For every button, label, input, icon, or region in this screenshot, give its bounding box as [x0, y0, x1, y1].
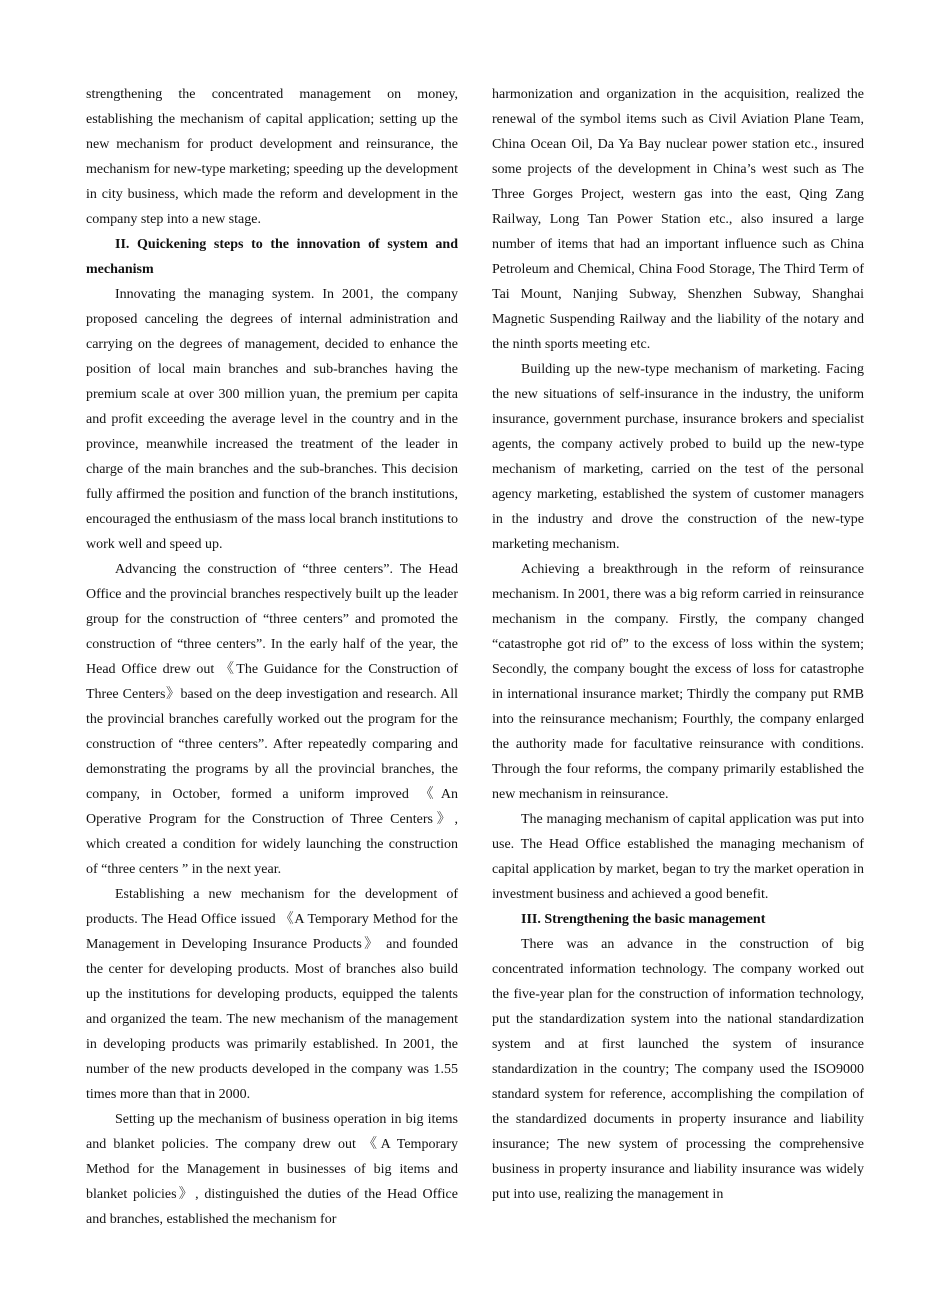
paragraph-continued-acquisition: harmonization and organization in the acquisition, realized the renewal of the symbol items such as Civil Aviation Plane Team, China Ocean Oil, Da Ya Bay nuclear power station etc., insured some projects of the development in China’s west such as The Three Gorges Project, western gas into the east, Qing Zang Railway, Long Tan Power Station etc., also insured a large number of items that had an important influence such as China Petroleum and Chemical, China Food Storage, The Third Term of Tai Mount, Nanjing Subway, Shenzhen Subway, Shanghai Magnetic Suspending Railway and the liability of the notary and the ninth sports meeting etc.	[492, 87, 864, 352]
paragraph-capital-application: The managing mechanism of capital application was put into use. The Head Office established the managing mechanism of capital application by market, began to try the market operation in investment business and achieved a good benefit.	[492, 812, 864, 902]
paragraph-information-technology: There was an advance in the construction of big concentrated information technology. The company worked out the five-year plan for the construction of information technology, put the standardization system into the national standardization system and at first launched the system of insurance standardization in the country; The company used the ISO9000 standard system for reference, accomplishing the compilation of the standardized documents in property insurance and liability insurance; The new system of processing the comprehensive business in property insurance and liability insurance was widely put into use, realizing the management in	[492, 937, 864, 1202]
paragraph-continued: strengthening the concentrated management on money, establishing the mechanism of capital application; setting up the new mechanism for product development and reinsurance, the mechanism for new-type marketing; speeding up the development in city business, which made the reform and development in the company step into a new stage.	[86, 87, 458, 227]
paragraph-three-centers: Advancing the construction of “three centers”. The Head Office and the provincial branches respectively built up the leader group for the construction of “three centers” and promoted the construction of “three centers”. In the early half of the year, the Head Office drew out 《The Guidance for the Construction of Three Centers》based on the deep investigation and research. All the provincial branches carefully worked out the program for the construction of “three centers”. After repeatedly comparing and demonstrating the programs by all the provincial branches, the company, in October, formed a uniform improved 《An Operative Program for the Construction of Three Centers》, which created a condition for widely launching the construction of “three centers ” in the next year.	[86, 562, 458, 877]
right-column	[492, 82, 864, 1207]
paragraph-product-development: Establishing a new mechanism for the development of products. The Head Office issued 《A Temporary Method for the Management in Developing Insurance Products》 and founded the center for developing products. Most of branches also build up the institutions for developing products, equipped the talents and organized the team. The new mechanism of the management in developing products was primarily established. In 2001, the number of the new products developed in the company was 1.55 times more than that in 2000.	[86, 887, 458, 1102]
section-heading-2: II. Quickening steps to the innovation of system and mechanism	[86, 237, 458, 277]
paragraph-big-items: Setting up the mechanism of business operation in big items and blanket policies. The company drew out 《A Temporary Method for the Management in businesses of big items and blanket policies》, distinguished the duties of the Head Office and branches, established the mechanism for	[86, 1112, 458, 1227]
section-heading-3: III. Strengthening the basic management	[521, 912, 766, 927]
paragraph-reinsurance-reform: Achieving a breakthrough in the reform of reinsurance mechanism. In 2001, there was a big reform carried in reinsurance mechanism in the company. Firstly, the company changed “catastrophe got rid of” to the excess of loss within the system; Secondly, the company bought the excess of loss for catastrophe in international insurance market; Thirdly the company put RMB into the reinsurance mechanism; Fourthly, the company enlarged the authority made for facultative reinsurance with conditions. Through the four reforms, the company primarily established the new mechanism in reinsurance.	[492, 562, 864, 802]
left-column	[86, 82, 458, 1232]
paragraph-managing-system: Innovating the managing system. In 2001, the company proposed canceling the degrees of internal administration and carrying on the degrees of management, decided to enhance the position of local main branches and sub-branches having the premium scale at over 300 million yuan, the premium per capita and profit exceeding the average level in the country and in the province, meanwhile increased the treatment of the leader in charge of the main branches and the sub-branches. This decision fully affirmed the position and function of the branch institutions, encouraged the enthusiasm of the mass local branch institutions to work well and speed up.	[86, 287, 458, 552]
paragraph-marketing-mechanism: Building up the new-type mechanism of marketing. Facing the new situations of self-insurance in the industry, the uniform insurance, government purchase, insurance brokers and specialist agents, the company actively probed to build up the new-type mechanism of marketing, carried on the test of the personal agency marketing, established the system of customer managers in the industry and drove the construction of the new-type marketing mechanism.	[492, 362, 864, 552]
